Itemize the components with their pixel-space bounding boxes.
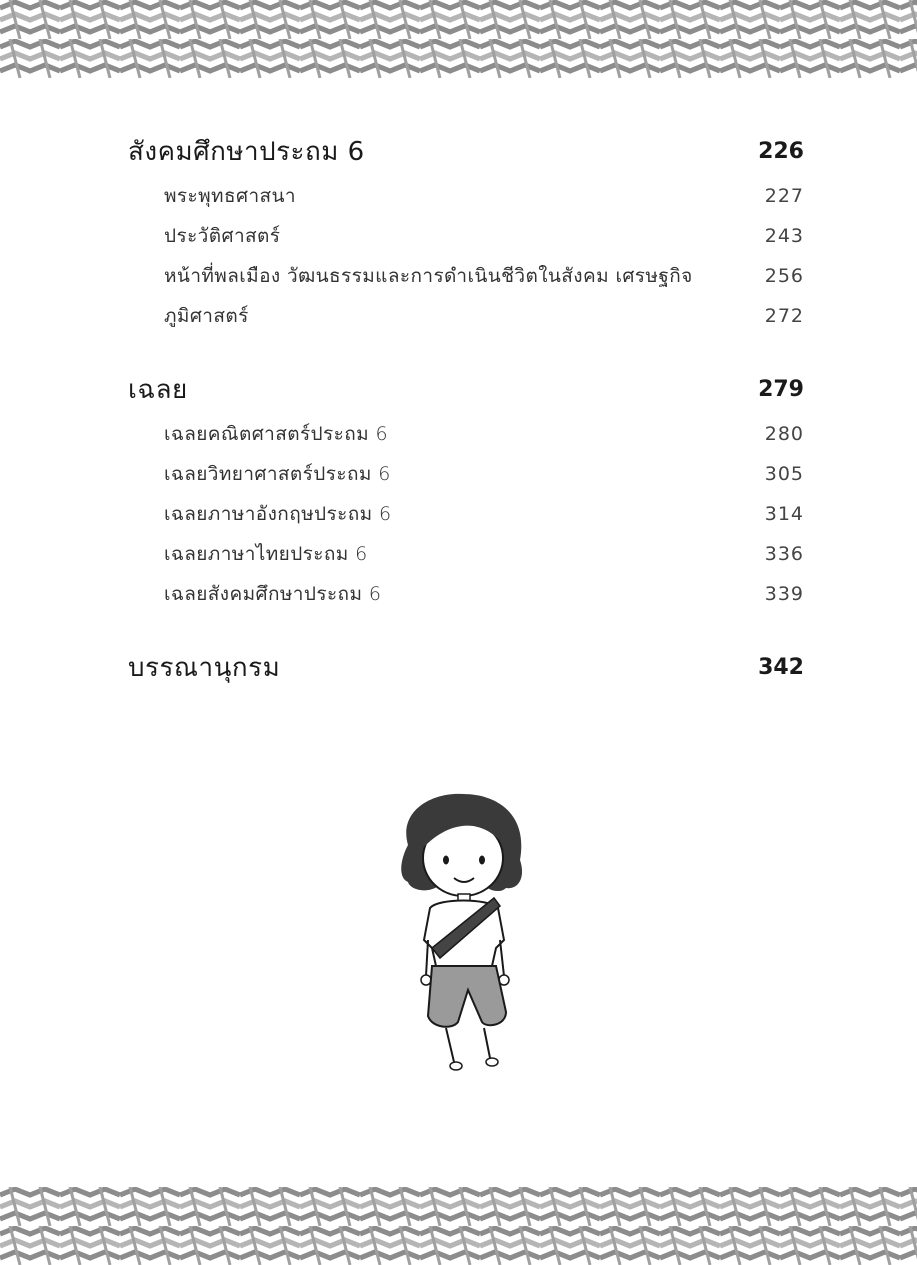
toc-entry[interactable] <box>128 414 804 454</box>
toc-entry[interactable] <box>128 216 804 256</box>
toc-entry-page: 280 <box>764 423 804 445</box>
toc-entry[interactable] <box>128 296 804 336</box>
toc-heading-title: สังคมศึกษาประถม 6 <box>128 136 365 167</box>
toc-section-answers <box>128 364 804 614</box>
toc-entry-page: 272 <box>764 305 804 327</box>
table-of-contents <box>128 126 804 720</box>
toc-entry-title: พระพุทธศาสนา <box>164 185 296 207</box>
toc-entry[interactable] <box>128 256 804 296</box>
toc-heading-title: เฉลย <box>128 374 188 405</box>
toc-entry-title: ภูมิศาสตร์ <box>164 305 249 327</box>
toc-heading-page: 342 <box>758 654 804 680</box>
toc-entry-title: เฉลยภาษาอังกฤษประถม 6 <box>164 503 392 525</box>
toc-entry-title: ประวัติศาสตร์ <box>164 225 281 247</box>
top-pattern-band <box>0 0 917 78</box>
toc-entry-page: 339 <box>764 583 804 605</box>
toc-section-bibliography <box>128 642 804 692</box>
toc-heading-title: บรรณานุกรม <box>128 652 281 683</box>
toc-heading[interactable] <box>128 642 804 692</box>
toc-heading[interactable] <box>128 126 804 176</box>
toc-entry[interactable] <box>128 494 804 534</box>
toc-entry-page: 256 <box>764 265 804 287</box>
toc-entry[interactable] <box>128 176 804 216</box>
toc-entry[interactable] <box>128 534 804 574</box>
toc-heading-page: 279 <box>758 376 804 402</box>
toc-entry-title: เฉลยภาษาไทยประถม 6 <box>164 543 368 565</box>
toc-entry-page: 305 <box>764 463 804 485</box>
girl-mascot-icon <box>388 790 538 1075</box>
toc-entry-page: 314 <box>764 503 804 525</box>
toc-entry-page: 227 <box>764 185 804 207</box>
toc-entry-page: 336 <box>764 543 804 565</box>
toc-section-social <box>128 126 804 336</box>
bottom-pattern-band <box>0 1187 917 1265</box>
toc-entry-title: หน้าที่พลเมือง วัฒนธรรมและการดำเนินชีวิตในสังคม เศรษฐกิจ <box>164 265 693 287</box>
toc-heading-page: 226 <box>758 138 804 164</box>
toc-entry-title: เฉลยวิทยาศาสตร์ประถม 6 <box>164 463 391 485</box>
toc-entry-title: เฉลยสังคมศึกษาประถม 6 <box>164 583 382 605</box>
toc-entry-title: เฉลยคณิตศาสตร์ประถม 6 <box>164 423 388 445</box>
toc-entry-page: 243 <box>764 225 804 247</box>
toc-entry[interactable] <box>128 454 804 494</box>
toc-entry[interactable] <box>128 574 804 614</box>
toc-heading[interactable] <box>128 364 804 414</box>
